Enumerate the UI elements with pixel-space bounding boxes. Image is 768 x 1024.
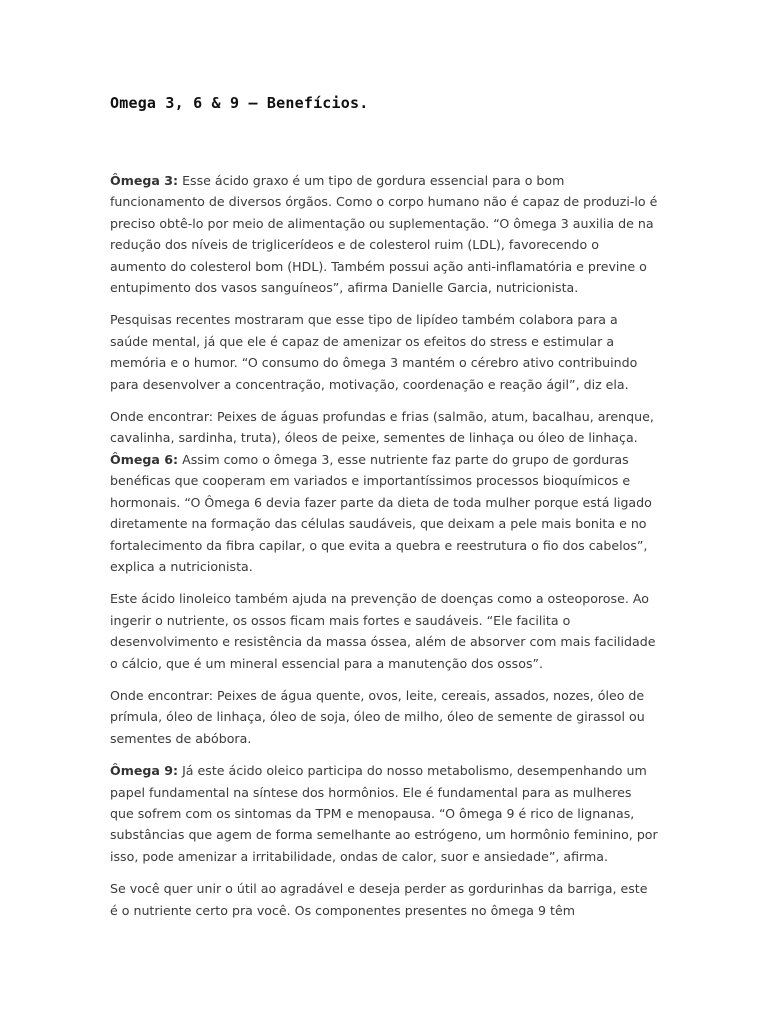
paragraph-lead: Ômega 3: [110,173,179,188]
paragraph-omega3-sources [110,406,658,449]
paragraph-text: Assim como o ômega 3, esse nutriente faz parte do grupo de gorduras benéficas que cooperam em variados e importantíssimos processos bioquímicos e hormonais. “O Ômega 6 devia fazer parte da dieta de toda mulher porque está ligado diretamente na formação das células saudáveis, que deixam a pele mais bonita e no fortalecimento da fibra capilar, o que evita a quebra e reestrutura o fio dos cabelos”, explica a nutricionista. [110,451,652,574]
paragraph-text: Já este ácido oleico participa do nosso metabolismo, desempenhando um papel fundamental na síntese dos hormônios. Ele é fundamental para as mulheres que sofrem com os sintomas da TPM e menopausa. “O ômega 9 é rico de lignanas, substâncias que agem de forma semelhante ao estrógeno, um hormônio feminino, por isso, pode amenizar a irritabilidade, ondas de calor, suor e ansiedade”, afirma. [110,763,658,864]
paragraph-text: Esse ácido graxo é um tipo de gordura essencial para o bom funcionamento de diversos órgãos. Como o corpo humano não é capaz de produzi-lo é preciso obtê-lo por meio de alimentação ou suplementação. “O ômega 3 auxilia de na redução dos níveis de triglicerídeos e de colesterol ruim (LDL), favorecendo o aumento do colesterol bom (HDL). Também possui ação anti-inflamatória e previne o entupimento dos vasos sanguíneos”, afirma Danielle Garcia, nutricionista. [110,173,658,296]
page-title: Omega 3, 6 & 9 – Benefícios. [110,94,369,112]
paragraph-omega6-bones [110,588,658,674]
paragraph-lead: Ômega 9: [110,763,179,779]
paragraph-text: Onde encontrar: Peixes de águas profundas e frias (salmão, atum, bacalhau, arenque, cavalinha, sardinha, truta), óleos de peixe, sementes de linhaça ou óleo de linhaça. [110,409,654,446]
article-body [110,170,658,932]
paragraph-text: Este ácido linoleico também ajuda na prevenção de doenças como a osteoporose. Ao ingerir o nutriente, os ossos ficam mais fortes e saudáveis. “Ele facilita o desenvolvimento e resistência da massa óssea, além de absorver com mais facilidade o cálcio, que é um mineral essencial para a manutenção dos ossos”. [110,591,656,671]
paragraph-text: Onde encontrar: Peixes de água quente, ovos, leite, cereais, assados, nozes, óleo de prímula, óleo de linhaça, óleo de soja, óleo de milho, óleo de semente de girassol ou sementes de abóbora. [110,687,645,746]
paragraph-omega6-intro [110,449,658,577]
paragraph-omega3-mental-health [110,309,658,395]
paragraph-omega9-intro [110,760,658,867]
paragraph-text: Pesquisas recentes mostraram que esse tipo de lipídeo também colabora para a saúde mental, já que ele é capaz de amenizar os efeitos do stress e estimular a memória e o humor. “O consumo do ômega 3 mantém o cérebro ativo contribuindo para desenvolver a concentração, motivação, coordenação e reação ágil”, diz ela. [110,312,638,392]
paragraph-omega6-sources [110,685,658,749]
paragraph-lead: Ômega 6: [110,451,179,467]
paragraph-text: Se você quer unir o útil ao agradável e deseja perder as gordurinhas da barriga, este é o nutriente certo pra você. Os componentes presentes no ômega 9 têm [110,881,648,918]
paragraph-omega9-weight [110,878,658,921]
paragraph-omega3-intro [110,170,658,298]
